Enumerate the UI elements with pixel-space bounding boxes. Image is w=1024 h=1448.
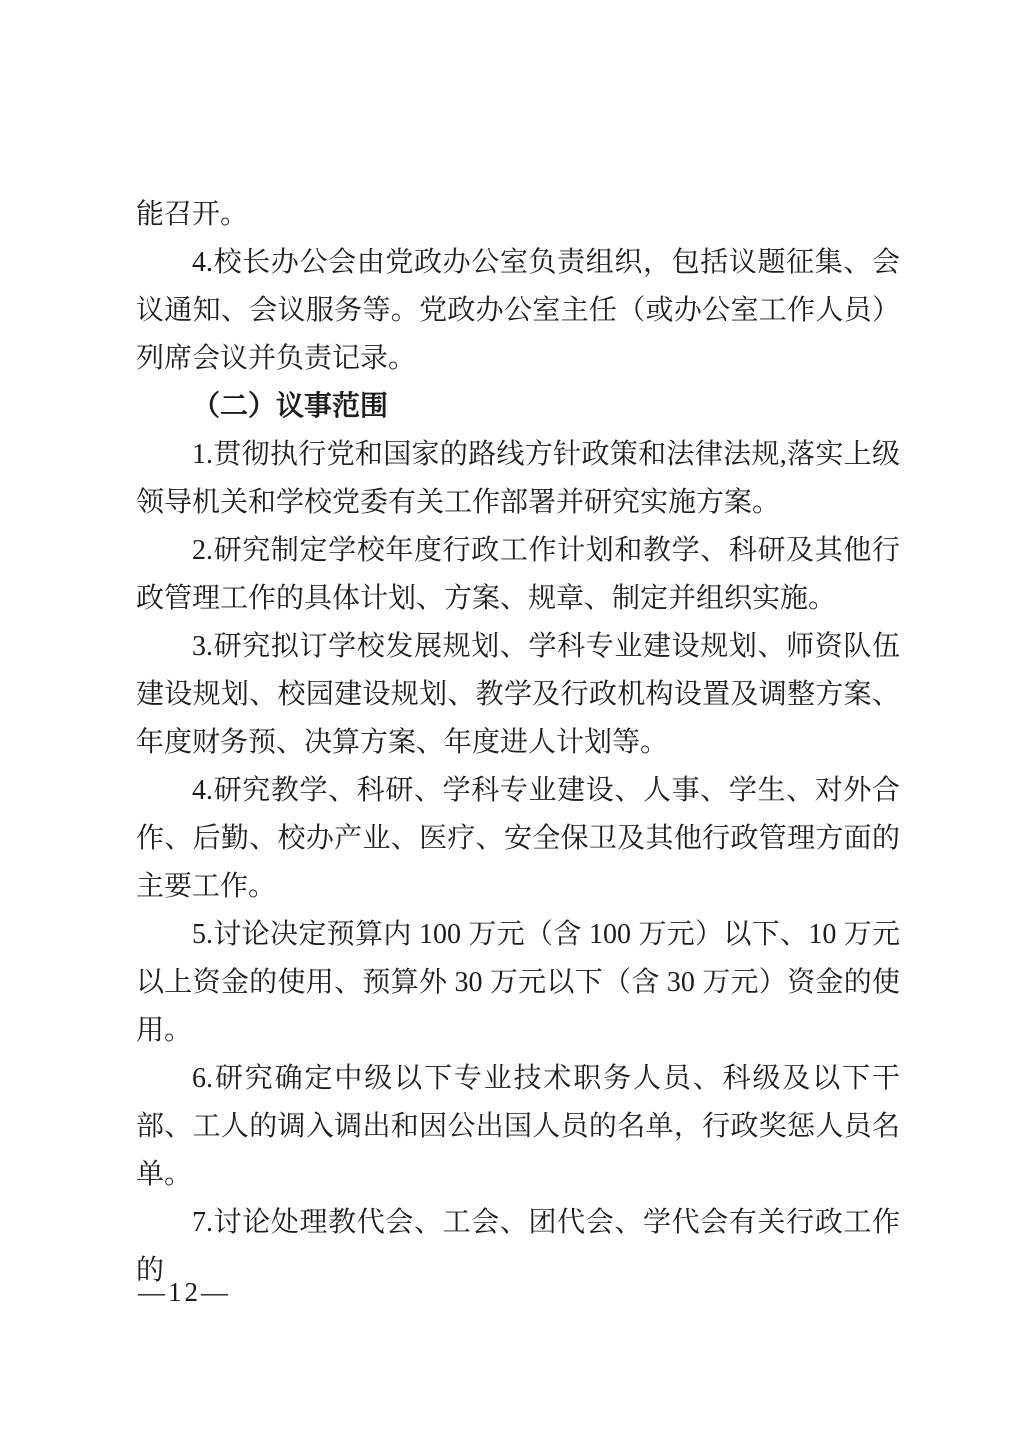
- text-line: 5.讨论决定预算内 100 万元（含 100 万元）以下、10 万元: [192, 919, 900, 950]
- text-line: 主要工作。: [136, 871, 277, 902]
- text-line: 6.研究确定中级以下专业技术职务人员、科级及以下干: [192, 1063, 900, 1094]
- text-line: 4.研究教学、科研、学科专业建设、人事、学生、对外合: [192, 775, 900, 806]
- text-line: 用。: [136, 1015, 193, 1046]
- text-line: 部、工人的调入调出和因公出国人员的名单，行政奖惩人员名: [136, 1111, 900, 1142]
- text-line: 2.研究制定学校年度行政工作计划和教学、科研及其他行: [192, 535, 900, 566]
- text-line: 1.贯彻执行党和国家的路线方针政策和法律法规,落实上级: [192, 439, 900, 470]
- text-line: 4.校长办公会由党政办公室负责组织，包括议题征集、会: [192, 247, 900, 278]
- text-line: 列席会议并负责记录。: [136, 343, 417, 374]
- page-number: —12—: [138, 1277, 231, 1307]
- text-line: 领导机关和学校党委有关工作部署并研究实施方案。: [136, 487, 781, 518]
- section-heading: （二）议事范围: [192, 391, 389, 422]
- document-body: [136, 191, 900, 1286]
- text-line: 能召开。: [136, 199, 249, 230]
- text-line: 政管理工作的具体计划、方案、规章、制定并组织实施。: [136, 583, 837, 614]
- text-line: 3.研究拟订学校发展规划、学科专业建设规划、师资队伍: [192, 631, 900, 662]
- text-line: 议通知、会议服务等。党政办公室主任（或办公室工作人员）: [136, 295, 900, 326]
- text-line: 建设规划、校园建设规划、教学及行政机构设置及调整方案、: [136, 679, 900, 710]
- text-line: 7.讨论处理教代会、工会、团代会、学代会有关行政工作的: [136, 1207, 900, 1286]
- text-line: 年度财务预、决算方案、年度进人计划等。: [136, 727, 669, 758]
- text-line: 单。: [136, 1159, 193, 1190]
- text-line: 以上资金的使用、预算外 30 万元以下（含 30 万元）资金的使: [136, 967, 900, 998]
- text-line: 作、后勤、校办产业、医疗、安全保卫及其他行政管理方面的: [136, 823, 900, 854]
